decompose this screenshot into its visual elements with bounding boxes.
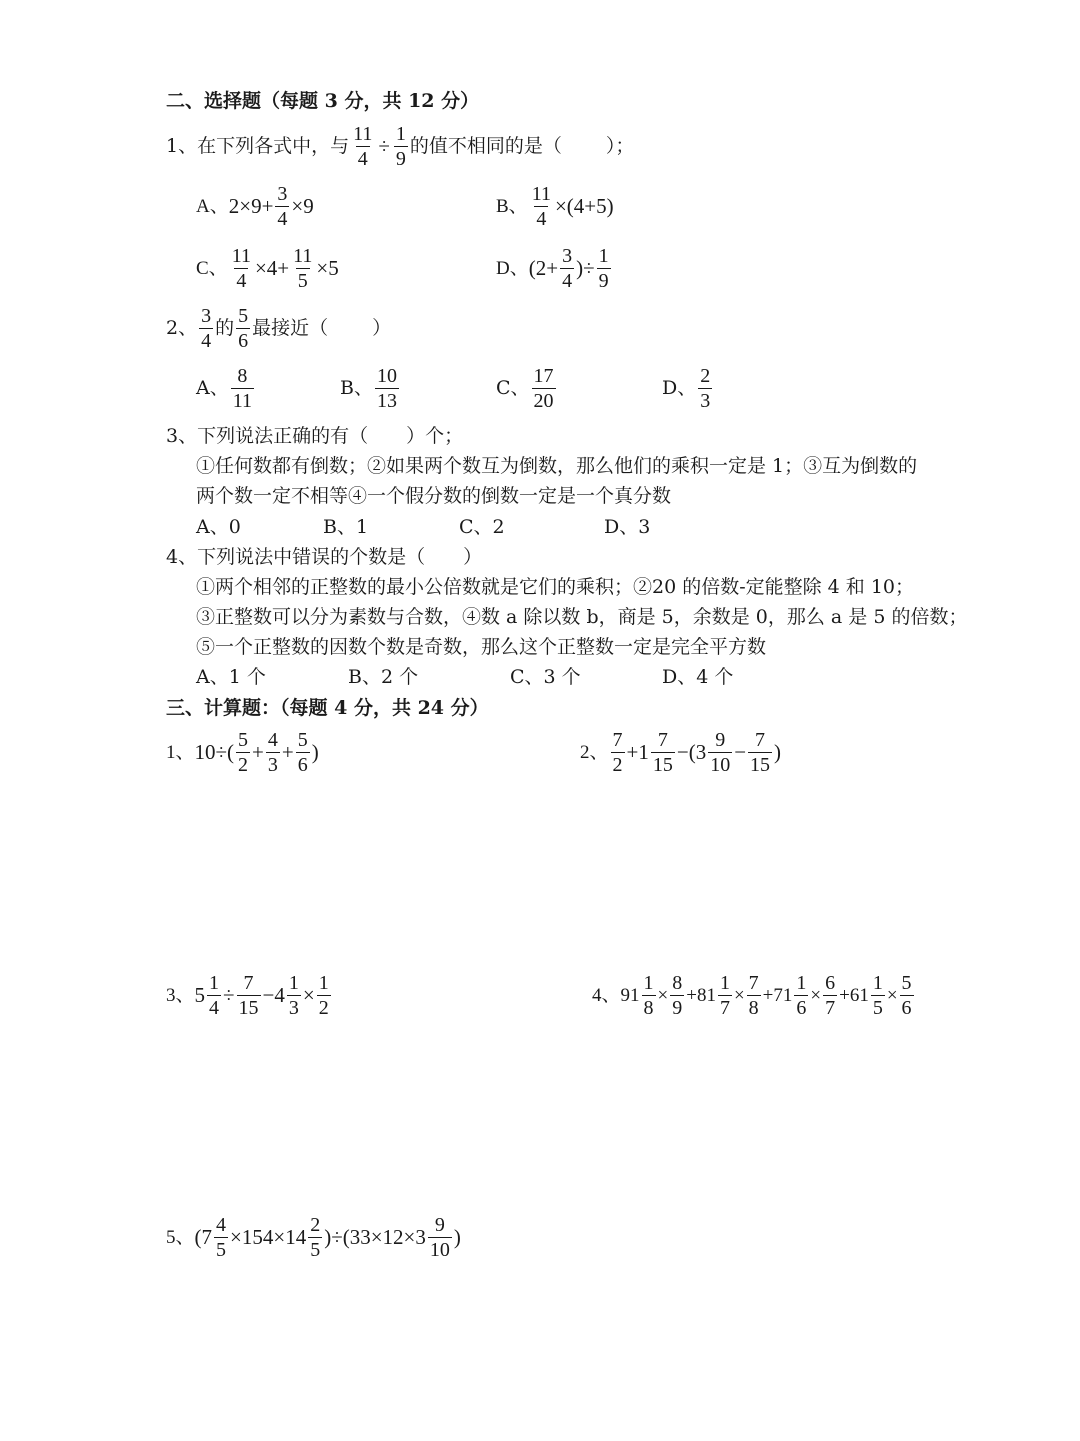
fraction: $\frac{5}{2}$ bbox=[238, 729, 249, 776]
fraction: $\frac{1}{9}$ bbox=[598, 245, 609, 292]
statement-line: ③正整数可以分为素数与合数，④数 a 除以数 b，商是 5，余数是 0，那么 a 是 5 的倍数； bbox=[196, 606, 968, 628]
question-text: 在下列各式中，与 bbox=[197, 135, 350, 157]
statement-line: ①两个相邻的正整数的最小公倍数就是它们的乘积；②20 的倍数-定能整除 4 和 10； bbox=[196, 576, 915, 598]
option-b[interactable] bbox=[340, 366, 401, 411]
option-label: D、 bbox=[662, 377, 697, 399]
option-expr: (2+ bbox=[528, 256, 559, 280]
fraction: $\frac{5}{6}$ bbox=[238, 305, 249, 352]
fraction: $\frac{1}{3}$ bbox=[288, 972, 299, 1019]
fraction: $\frac{1}{9}$ bbox=[395, 123, 406, 170]
question-text: 下列说法正确的有（ ）个； bbox=[197, 425, 464, 447]
fraction: $\frac{1}{7}$ bbox=[719, 972, 730, 1019]
statement-line: ①任何数都有倒数；②如果两个数互为倒数，那么他们的乘积一定是 1；③互为倒数的 bbox=[196, 455, 918, 477]
option-c[interactable] bbox=[496, 366, 558, 411]
expr: × bbox=[302, 983, 315, 1007]
expr: (7 bbox=[194, 1225, 213, 1249]
fraction: $\frac{7}{15}$ bbox=[652, 729, 673, 776]
fraction: $\frac{3}{4}$ bbox=[201, 305, 212, 352]
fraction: $\frac{3}{4}$ bbox=[277, 183, 288, 230]
option-label: B、 bbox=[496, 196, 528, 217]
fraction: $\frac{1}{6}$ bbox=[796, 972, 807, 1019]
option-label: A、 bbox=[196, 196, 229, 217]
fraction: $\frac{8}{9}$ bbox=[672, 972, 683, 1019]
section-2-title: 二、选择题（每题 3 分，共 12 分） bbox=[166, 90, 480, 112]
calc-problem-1 bbox=[166, 730, 319, 775]
option-b[interactable] bbox=[496, 184, 614, 229]
option-label: A、 bbox=[196, 377, 229, 399]
expr: + bbox=[252, 740, 264, 764]
fraction: $\frac{1}{8}$ bbox=[643, 972, 654, 1019]
fraction: $\frac{5}{6}$ bbox=[901, 972, 912, 1019]
option-a[interactable] bbox=[196, 366, 256, 411]
fraction: $\frac{7}{2}$ bbox=[612, 729, 623, 776]
option-a[interactable] bbox=[196, 184, 314, 229]
option-b[interactable]: B、1 bbox=[323, 516, 369, 538]
calc-problem-3 bbox=[166, 973, 333, 1018]
expr: +71 bbox=[762, 985, 793, 1006]
expr: 10÷( bbox=[194, 740, 235, 764]
fraction: $\frac{1}{2}$ bbox=[318, 972, 329, 1019]
fraction: $\frac{4}{3}$ bbox=[267, 729, 278, 776]
option-d[interactable] bbox=[662, 366, 714, 411]
question-4 bbox=[166, 548, 482, 567]
expr: ) bbox=[311, 740, 319, 764]
fraction: $\frac{1}{4}$ bbox=[209, 972, 220, 1019]
option-expr: 2×9+ bbox=[228, 194, 274, 218]
option-expr: ×4+ bbox=[254, 256, 290, 280]
expr: +1 bbox=[626, 740, 649, 764]
option-expr: )÷ bbox=[576, 256, 595, 280]
option-label: B、 bbox=[340, 377, 373, 399]
option-d[interactable]: D、3 bbox=[604, 516, 651, 538]
option-expr: ×5 bbox=[316, 256, 339, 280]
fraction: $\frac{2}{5}$ bbox=[310, 1214, 321, 1261]
fraction: $\frac{7}{8}$ bbox=[748, 972, 759, 1019]
problem-number: 2、 bbox=[580, 742, 609, 763]
operator: ÷ bbox=[378, 134, 390, 158]
expr: ÷ bbox=[223, 983, 235, 1007]
statement-line: 两个数一定不相等④一个假分数的倒数一定是一个真分数 bbox=[196, 485, 672, 507]
question-number: 1、 bbox=[166, 135, 198, 157]
fraction: $\frac{11}{4}$ bbox=[231, 245, 251, 292]
problem-number: 4、 bbox=[592, 985, 621, 1006]
fraction: $\frac{17}{20}$ bbox=[533, 365, 554, 412]
problem-number: 3、 bbox=[166, 985, 195, 1006]
fraction: $\frac{11}{5}$ bbox=[293, 245, 313, 292]
option-label: D、 bbox=[496, 258, 529, 279]
fraction: $\frac{11}{4}$ bbox=[531, 183, 551, 230]
question-number: 4、 bbox=[166, 546, 198, 568]
expr: × bbox=[733, 985, 745, 1006]
fraction: $\frac{7}{15}$ bbox=[750, 729, 771, 776]
question-text: ） bbox=[372, 317, 392, 339]
expr: × bbox=[810, 985, 822, 1006]
problem-number: 1、 bbox=[166, 742, 195, 763]
fraction: $\frac{9}{10}$ bbox=[429, 1214, 450, 1261]
question-number: 2、 bbox=[166, 317, 198, 339]
option-c[interactable]: C、2 bbox=[459, 516, 505, 538]
expr: × bbox=[657, 985, 669, 1006]
option-expr: ×(4+5) bbox=[554, 194, 614, 218]
expr: 5 bbox=[194, 983, 206, 1007]
expr: + bbox=[281, 740, 294, 764]
fraction: $\frac{9}{10}$ bbox=[710, 729, 731, 776]
section-3-title: 三、计算题：（每题 4 分，共 24 分） bbox=[166, 697, 489, 719]
question-number: 3、 bbox=[166, 425, 198, 447]
question-text: ）； bbox=[605, 135, 635, 157]
question-3 bbox=[166, 427, 463, 446]
expr: ×154×14 bbox=[230, 1225, 307, 1249]
fraction: $\frac{10}{13}$ bbox=[376, 365, 397, 412]
option-label: C、 bbox=[196, 258, 228, 279]
option-d[interactable]: D、4 个 bbox=[662, 666, 734, 688]
option-label: C、 bbox=[496, 377, 530, 399]
fraction: $\frac{8}{11}$ bbox=[232, 365, 252, 412]
option-c[interactable]: C、3 个 bbox=[510, 666, 581, 688]
option-a[interactable]: A、0 bbox=[196, 516, 241, 538]
statement-line: ⑤一个正整数的因数个数是奇数，那么这个正整数一定是完全平方数 bbox=[196, 636, 767, 658]
calc-problem-4 bbox=[592, 973, 916, 1018]
expr: ) bbox=[774, 740, 782, 764]
problem-number: 5、 bbox=[166, 1227, 195, 1248]
fraction: $\frac{2}{3}$ bbox=[700, 365, 711, 412]
option-c[interactable] bbox=[196, 246, 339, 291]
fraction: $\frac{11}{4}$ bbox=[353, 123, 373, 170]
fraction: $\frac{6}{7}$ bbox=[825, 972, 836, 1019]
fraction: $\frac{7}{15}$ bbox=[238, 972, 259, 1019]
expr: × bbox=[886, 985, 898, 1006]
calc-problem-5 bbox=[166, 1215, 461, 1260]
expr: − bbox=[734, 740, 747, 764]
expr: 91 bbox=[620, 985, 640, 1006]
option-d[interactable] bbox=[496, 246, 613, 291]
expr: −(3 bbox=[676, 740, 707, 764]
fraction: $\frac{1}{5}$ bbox=[872, 972, 883, 1019]
question-text: 最接近（ bbox=[252, 317, 329, 339]
question-1 bbox=[166, 124, 634, 169]
fraction: $\frac{4}{5}$ bbox=[216, 1214, 227, 1261]
question-text: 的 bbox=[215, 317, 235, 339]
question-2 bbox=[166, 306, 391, 351]
option-b[interactable]: B、2 个 bbox=[348, 666, 419, 688]
expr: −4 bbox=[262, 983, 285, 1007]
calc-problem-2 bbox=[580, 730, 781, 775]
question-text: 的值不相同的是（ bbox=[409, 135, 562, 157]
option-expr: ×9 bbox=[291, 194, 314, 218]
expr: +81 bbox=[686, 985, 716, 1006]
question-text: 下列说法中错误的个数是（ ） bbox=[197, 546, 483, 568]
expr: )÷(33×12×3 bbox=[324, 1225, 426, 1249]
option-a[interactable]: A、1 个 bbox=[196, 666, 266, 688]
fraction: $\frac{5}{6}$ bbox=[297, 729, 308, 776]
expr: +61 bbox=[839, 985, 869, 1006]
expr: ) bbox=[453, 1225, 461, 1249]
fraction: $\frac{3}{4}$ bbox=[562, 245, 573, 292]
